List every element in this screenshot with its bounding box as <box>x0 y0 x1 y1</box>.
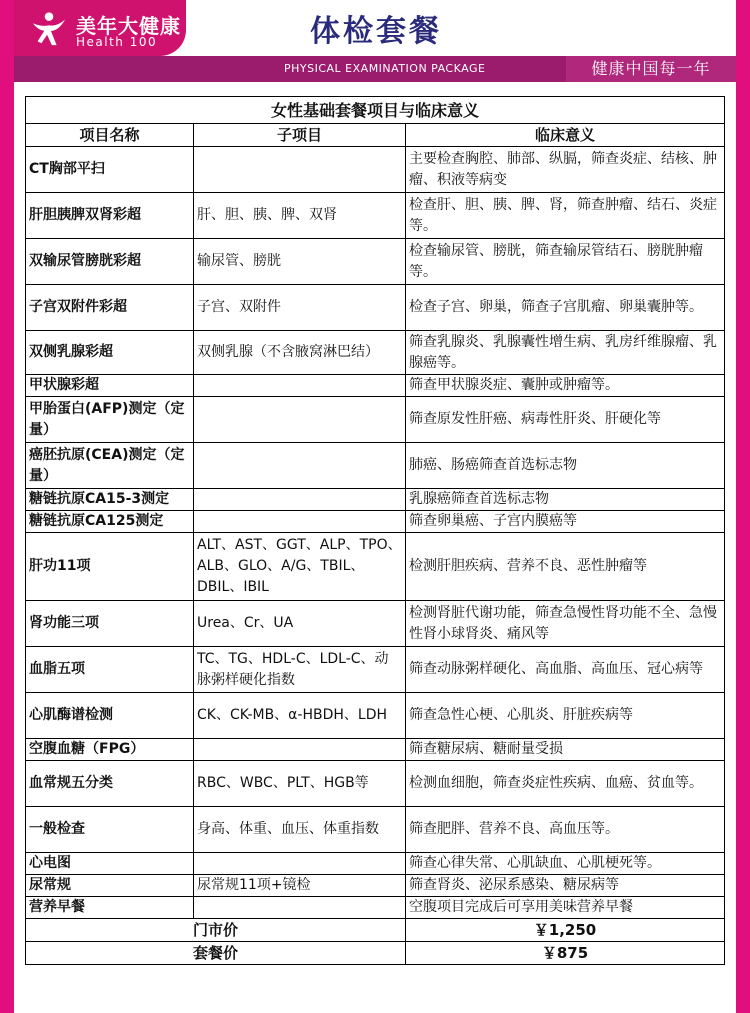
table-row <box>26 285 725 331</box>
table-body <box>26 147 725 919</box>
table-row <box>26 533 725 601</box>
clinical-meaning-cell: 检查输尿管、膀胱，筛查输尿管结石、膀胱肿瘤等。 <box>406 239 725 285</box>
table-row <box>26 739 725 761</box>
clinical-meaning-cell: 主要检查胸腔、肺部、纵膈，筛查炎症、结核、肿瘤、积液等病变 <box>406 147 725 193</box>
sub-items-cell: 身高、体重、血压、体重指数 <box>194 807 406 853</box>
sub-items-cell <box>194 443 406 489</box>
clinical-meaning-cell: 检测血细胞，筛查炎症性疾病、血癌、贫血等。 <box>406 761 725 807</box>
sub-items-cell <box>194 739 406 761</box>
clinical-meaning-cell: 检测肝胆疾病、营养不良、恶性肿瘤等 <box>406 533 725 601</box>
header-subtitle-en: PHYSICAL EXAMINATION PACKAGE <box>284 62 486 75</box>
sub-items-cell <box>194 511 406 533</box>
item-name-cell: 糖链抗原CA15-3测定 <box>26 489 194 511</box>
table-row <box>26 897 725 919</box>
sub-items-cell: ALT、AST、GGT、ALP、TPO、ALB、GLO、A/G、TBIL、DBIL、IBIL <box>194 533 406 601</box>
table-row <box>26 807 725 853</box>
table-row <box>26 331 725 375</box>
sub-items-cell: CK、CK-MB、α-HBDH、LDH <box>194 693 406 739</box>
table-row <box>26 239 725 285</box>
sub-items-cell: 子宫、双附件 <box>194 285 406 331</box>
price-row-retail <box>26 919 725 942</box>
table-row <box>26 193 725 239</box>
table-row <box>26 397 725 443</box>
item-name-cell: 双侧乳腺彩超 <box>26 331 194 375</box>
package-price-label: 套餐价 <box>26 942 406 965</box>
page-title: 体检套餐 <box>310 14 442 49</box>
clinical-meaning-cell: 筛查急性心梗、心肌炎、肝脏疾病等 <box>406 693 725 739</box>
sub-items-cell: 肝、胆、胰、脾、双肾 <box>194 193 406 239</box>
header-slogan: 健康中国每一年 <box>566 56 736 82</box>
person-logo-icon <box>30 10 68 48</box>
item-name-cell: 甲胎蛋白(AFP)测定（定量） <box>26 397 194 443</box>
clinical-meaning-cell: 筛查糖尿病、糖耐量受损 <box>406 739 725 761</box>
item-name-cell: 血常规五分类 <box>26 761 194 807</box>
clinical-meaning-cell: 空腹项目完成后可享用美味营养早餐 <box>406 897 725 919</box>
sub-items-cell: 双侧乳腺（不含腋窝淋巴结） <box>194 331 406 375</box>
sub-items-cell: RBC、WBC、PLT、HGB等 <box>194 761 406 807</box>
sub-items-cell <box>194 147 406 193</box>
clinical-meaning-cell: 检查肝、胆、胰、脾、肾，筛查肿瘤、结石、炎症等。 <box>406 193 725 239</box>
item-name-cell: 糖链抗原CA125测定 <box>26 511 194 533</box>
retail-price-value: ￥1,250 <box>406 919 725 942</box>
table-title: 女性基础套餐项目与临床意义 <box>26 97 725 124</box>
item-name-cell: 一般检查 <box>26 807 194 853</box>
header-strip <box>14 56 736 82</box>
item-name-cell: 肝功11项 <box>26 533 194 601</box>
sub-items-cell <box>194 853 406 875</box>
item-name-cell: 心肌酶谱检测 <box>26 693 194 739</box>
table-row <box>26 647 725 693</box>
clinical-meaning-cell: 筛查甲状腺炎症、囊肿或肿瘤等。 <box>406 375 725 397</box>
item-name-cell: CT胸部平扫 <box>26 147 194 193</box>
item-name-cell: 心电图 <box>26 853 194 875</box>
sub-items-cell <box>194 897 406 919</box>
table-row <box>26 147 725 193</box>
table-row <box>26 875 725 897</box>
clinical-meaning-cell: 检查子宫、卵巢，筛查子宫肌瘤、卵巢囊肿等。 <box>406 285 725 331</box>
table-row <box>26 853 725 875</box>
item-name-cell: 尿常规 <box>26 875 194 897</box>
package-table-container <box>25 96 724 965</box>
item-name-cell: 双输尿管膀胱彩超 <box>26 239 194 285</box>
brand-name-en: Health 100 <box>76 35 158 49</box>
left-accent-bar <box>0 0 14 1013</box>
item-name-cell: 甲状腺彩超 <box>26 375 194 397</box>
clinical-meaning-cell: 乳腺癌筛查首选标志物 <box>406 489 725 511</box>
table-row <box>26 511 725 533</box>
table-row <box>26 601 725 647</box>
item-name-cell: 血脂五项 <box>26 647 194 693</box>
item-name-cell: 癌胚抗原(CEA)测定（定量） <box>26 443 194 489</box>
package-table <box>25 96 725 965</box>
column-header-sub: 子项目 <box>194 124 406 147</box>
table-row <box>26 693 725 739</box>
price-row-package <box>26 942 725 965</box>
table-row <box>26 375 725 397</box>
item-name-cell: 肝胆胰脾双肾彩超 <box>26 193 194 239</box>
sub-items-cell <box>194 397 406 443</box>
clinical-meaning-cell: 筛查动脉粥样硬化、高血脂、高血压、冠心病等 <box>406 647 725 693</box>
item-name-cell: 空腹血糖（FPG） <box>26 739 194 761</box>
item-name-cell: 营养早餐 <box>26 897 194 919</box>
table-row <box>26 443 725 489</box>
column-header-name: 项目名称 <box>26 124 194 147</box>
right-accent-bar <box>736 0 750 1013</box>
package-price-value: ￥875 <box>406 942 725 965</box>
clinical-meaning-cell: 筛查心律失常、心肌缺血、心肌梗死等。 <box>406 853 725 875</box>
item-name-cell: 子宫双附件彩超 <box>26 285 194 331</box>
brand-name-cn: 美年大健康 <box>76 14 181 38</box>
item-name-cell: 肾功能三项 <box>26 601 194 647</box>
clinical-meaning-cell: 筛查肥胖、营养不良、高血压等。 <box>406 807 725 853</box>
table-row <box>26 489 725 511</box>
sub-items-cell <box>194 375 406 397</box>
sub-items-cell: 尿常规11项+镜检 <box>194 875 406 897</box>
clinical-meaning-cell: 筛查原发性肝癌、病毒性肝炎、肝硬化等 <box>406 397 725 443</box>
sub-items-cell: 输尿管、膀胱 <box>194 239 406 285</box>
retail-price-label: 门市价 <box>26 919 406 942</box>
clinical-meaning-cell: 筛查肾炎、泌尿系感染、糖尿病等 <box>406 875 725 897</box>
clinical-meaning-cell: 检测肾脏代谢功能，筛查急慢性肾功能不全、急慢性肾小球肾炎、痛风等 <box>406 601 725 647</box>
table-row <box>26 761 725 807</box>
sub-items-cell: Urea、Cr、UA <box>194 601 406 647</box>
column-header-meaning: 临床意义 <box>406 124 725 147</box>
sub-items-cell: TC、TG、HDL-C、LDL-C、动脉粥样硬化指数 <box>194 647 406 693</box>
clinical-meaning-cell: 筛查乳腺炎、乳腺囊性增生病、乳房纤维腺瘤、乳腺癌等。 <box>406 331 725 375</box>
brand-logo <box>14 0 186 56</box>
clinical-meaning-cell: 肺癌、肠癌筛查首选标志物 <box>406 443 725 489</box>
sub-items-cell <box>194 489 406 511</box>
clinical-meaning-cell: 筛查卵巢癌、子宫内膜癌等 <box>406 511 725 533</box>
